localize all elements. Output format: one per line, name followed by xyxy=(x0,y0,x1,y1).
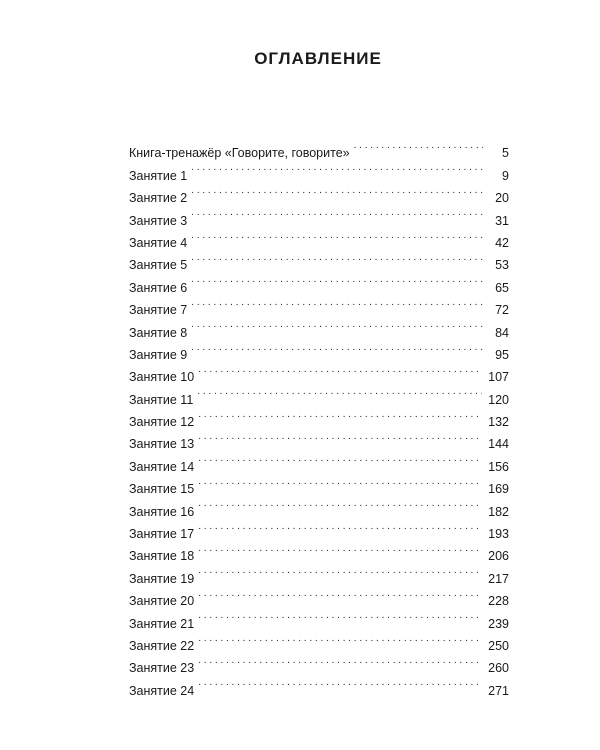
toc-entry-label: Занятие 22 xyxy=(129,638,195,653)
toc-dot-leader xyxy=(191,180,483,202)
toc-entry-label: Занятие 2 xyxy=(129,191,188,206)
toc-entry-page: 53 xyxy=(495,258,509,273)
toc-dot-leader xyxy=(191,157,483,179)
toc-entry-page: 250 xyxy=(488,638,509,653)
toc-dot-leader xyxy=(191,337,483,359)
toc-entry-label: Занятие 9 xyxy=(129,347,188,362)
toc-dot-leader xyxy=(198,448,482,470)
toc-entry-page: 31 xyxy=(495,213,509,228)
toc-entry-page: 5 xyxy=(502,146,509,161)
toc-entry-label: Занятие 16 xyxy=(129,504,195,519)
toc-dot-leader xyxy=(191,314,483,336)
toc-entry-page: 20 xyxy=(495,191,509,206)
toc-entry-page: 169 xyxy=(488,482,509,497)
toc-entry-label: Занятие 1 xyxy=(129,168,188,183)
toc-dot-leader xyxy=(198,628,482,650)
toc-entry-page: 206 xyxy=(488,549,509,564)
toc-dot-leader xyxy=(198,650,482,672)
toc-entry-label: Занятие 5 xyxy=(129,258,188,273)
toc-entry-label: Занятие 19 xyxy=(129,571,195,586)
page-title: ОГЛАВЛЕНИЕ xyxy=(254,49,382,68)
toc-dot-leader xyxy=(197,381,482,403)
toc-entry-label: Занятие 14 xyxy=(129,459,195,474)
toc-dot-leader xyxy=(191,202,483,224)
toc-dot-leader xyxy=(198,583,482,605)
toc-dot-leader xyxy=(198,605,482,627)
toc-entry xyxy=(129,135,509,161)
toc-entry-label: Занятие 6 xyxy=(129,280,188,295)
toc-entry-page: 42 xyxy=(495,235,509,250)
toc-entry-label: Занятие 13 xyxy=(129,437,195,452)
toc-entry-label: Занятие 18 xyxy=(129,549,195,564)
toc-dot-leader xyxy=(198,516,482,538)
toc-dot-leader xyxy=(198,538,482,560)
toc-entry-page: 9 xyxy=(502,168,509,183)
toc-entry-page: 271 xyxy=(488,683,509,698)
toc-entry-page: 217 xyxy=(488,571,509,586)
toc-entry-page: 95 xyxy=(495,347,509,362)
toc-entry-page: 193 xyxy=(488,527,509,542)
toc-dot-leader xyxy=(191,247,483,269)
toc-entry-page: 156 xyxy=(488,459,509,474)
toc-entry-label: Занятие 21 xyxy=(129,616,195,631)
toc-entry-page: 182 xyxy=(488,504,509,519)
toc-entry-label: Занятие 3 xyxy=(129,213,188,228)
toc-entry-page: 107 xyxy=(488,370,509,385)
toc-dot-leader xyxy=(354,135,483,157)
toc-entry-label: Книга-тренажёр «Говорите, говорите» xyxy=(129,146,350,161)
toc-dot-leader xyxy=(191,225,483,247)
toc-dot-leader xyxy=(198,404,482,426)
toc-entry-page: 120 xyxy=(488,392,509,407)
toc-entry-page: 84 xyxy=(495,325,509,340)
toc-entry-page: 260 xyxy=(488,661,509,676)
toc-entry-page: 239 xyxy=(488,616,509,631)
toc-entry-label: Занятие 15 xyxy=(129,482,195,497)
toc-entry-label: Занятие 20 xyxy=(129,594,195,609)
toc-dot-leader xyxy=(198,471,482,493)
toc-entry-label: Занятие 7 xyxy=(129,303,188,318)
toc-dot-leader xyxy=(198,493,482,515)
toc-entry-label: Занятие 4 xyxy=(129,235,188,250)
toc-dot-leader xyxy=(198,560,482,582)
toc-dot-leader xyxy=(191,292,483,314)
toc-dot-leader xyxy=(198,672,482,694)
toc-entry-label: Занятие 23 xyxy=(129,661,195,676)
toc-entry-page: 65 xyxy=(495,280,509,295)
toc-entry-label: Занятие 10 xyxy=(129,370,195,385)
toc-entry-label: Занятие 11 xyxy=(129,392,194,407)
toc-entry-label: Занятие 12 xyxy=(129,415,195,430)
toc-dot-leader xyxy=(198,359,482,381)
toc-entry-label: Занятие 24 xyxy=(129,683,195,698)
toc-dot-leader xyxy=(198,426,482,448)
toc-entry-page: 228 xyxy=(488,594,509,609)
toc-dot-leader xyxy=(191,269,483,291)
toc-entry-page: 72 xyxy=(495,303,509,318)
toc-entry-page: 132 xyxy=(488,415,509,430)
toc-entry-label: Занятие 8 xyxy=(129,325,188,340)
table-of-contents xyxy=(129,135,509,698)
toc-entry-page: 144 xyxy=(488,437,509,452)
toc-entry-label: Занятие 17 xyxy=(129,527,195,542)
